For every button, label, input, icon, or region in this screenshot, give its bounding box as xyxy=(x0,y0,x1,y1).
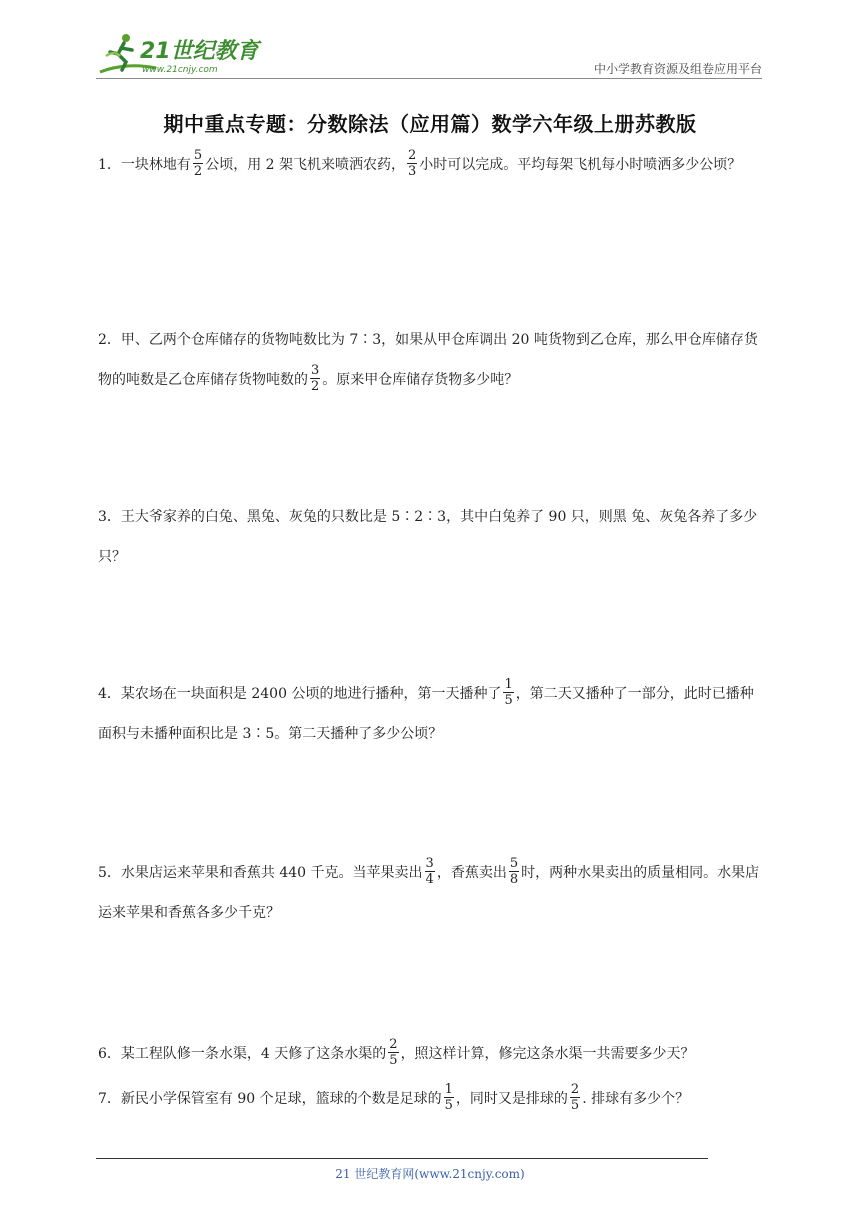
page-title: 期中重点专题：分数除法（应用篇）数学六年级上册苏教版 xyxy=(163,112,697,136)
question-1: 1．一块林地有 $\frac{5}{2}$ 公顷，用 2 架飞机来喷洒农药， $\frac{2}{3}$ 小时可以完成。平均每架飞机每小时喷洒多少公顷？ xyxy=(98,147,742,179)
question-3: 3．王大爷家养的白兔、黑兔、灰兔的只数比是 5∶2∶3，其中白兔养了 90 只，则黑 兔、灰兔各养了多少只？ xyxy=(98,509,758,565)
question-2: 2．甲、乙两个仓库储存的货物吨数比为 7∶3，如果从甲仓库调出 20 吨货物到乙仓库，那么甲仓库储存货物的吨数是乙仓库储存货物吨数的 $\frac{3}{2}$ 。原来甲仓库储存货物多少吨？ xyxy=(98,332,758,394)
question-4: 4．某农场在一块面积是 2400 公顷的地进行播种，第一天播种了 $\frac{1}{5}$ ，第二天又播种了一部分，此时已播种面积与未播种面积比是 3∶5。第二天播种了多少公顷？ xyxy=(98,676,754,742)
fraction: $\frac{2}{3}$ xyxy=(408,147,417,179)
fraction: $\frac{1}{5}$ xyxy=(444,1081,453,1113)
fraction: $\frac{3}{2}$ xyxy=(311,362,320,394)
footer-divider xyxy=(96,1158,708,1159)
fraction: $\frac{2}{5}$ xyxy=(389,1036,398,1068)
fraction: $\frac{5}{2}$ xyxy=(193,147,203,179)
fraction: $\frac{1}{5}$ xyxy=(504,676,513,708)
fraction: $\frac{5}{8}$ xyxy=(509,855,519,887)
page-header xyxy=(96,30,762,80)
header-platform-text: 中小学教育资源及组卷应用平台 xyxy=(593,62,762,76)
fraction: $\frac{3}{4}$ xyxy=(425,855,434,887)
logo xyxy=(96,32,266,76)
fraction: $\frac{2}{5}$ xyxy=(570,1081,580,1113)
question-6: 6．某工程队修一条水渠，4 天修了这条水渠的 $\frac{2}{5}$ ，照这样计算，修完这条水渠一共需要多少天？ xyxy=(98,1036,695,1068)
question-5: 5．水果店运来苹果和香蕉共 440 千克。当苹果卖出 $\frac{3}{4}$ ，香蕉卖出 $\frac{5}{8}$ 时，两种水果卖出的质量相同。水果店运来苹果和香蕉各多少千克？ xyxy=(98,855,760,921)
question-7: 7．新民小学保管室有 90 个足球，篮球的个数是足球的 $\frac{1}{5}$ ，同时又是排球的 $\frac{2}{5}$ . 排球有多少个？ xyxy=(98,1081,690,1113)
header-divider xyxy=(96,78,762,79)
footer-link[interactable]: 21 世纪教育网(www.21cnjy.com) xyxy=(335,1167,525,1181)
logo-url: www.21cnjy.com xyxy=(142,65,218,75)
logo-text: 21世纪教育 xyxy=(140,39,259,64)
